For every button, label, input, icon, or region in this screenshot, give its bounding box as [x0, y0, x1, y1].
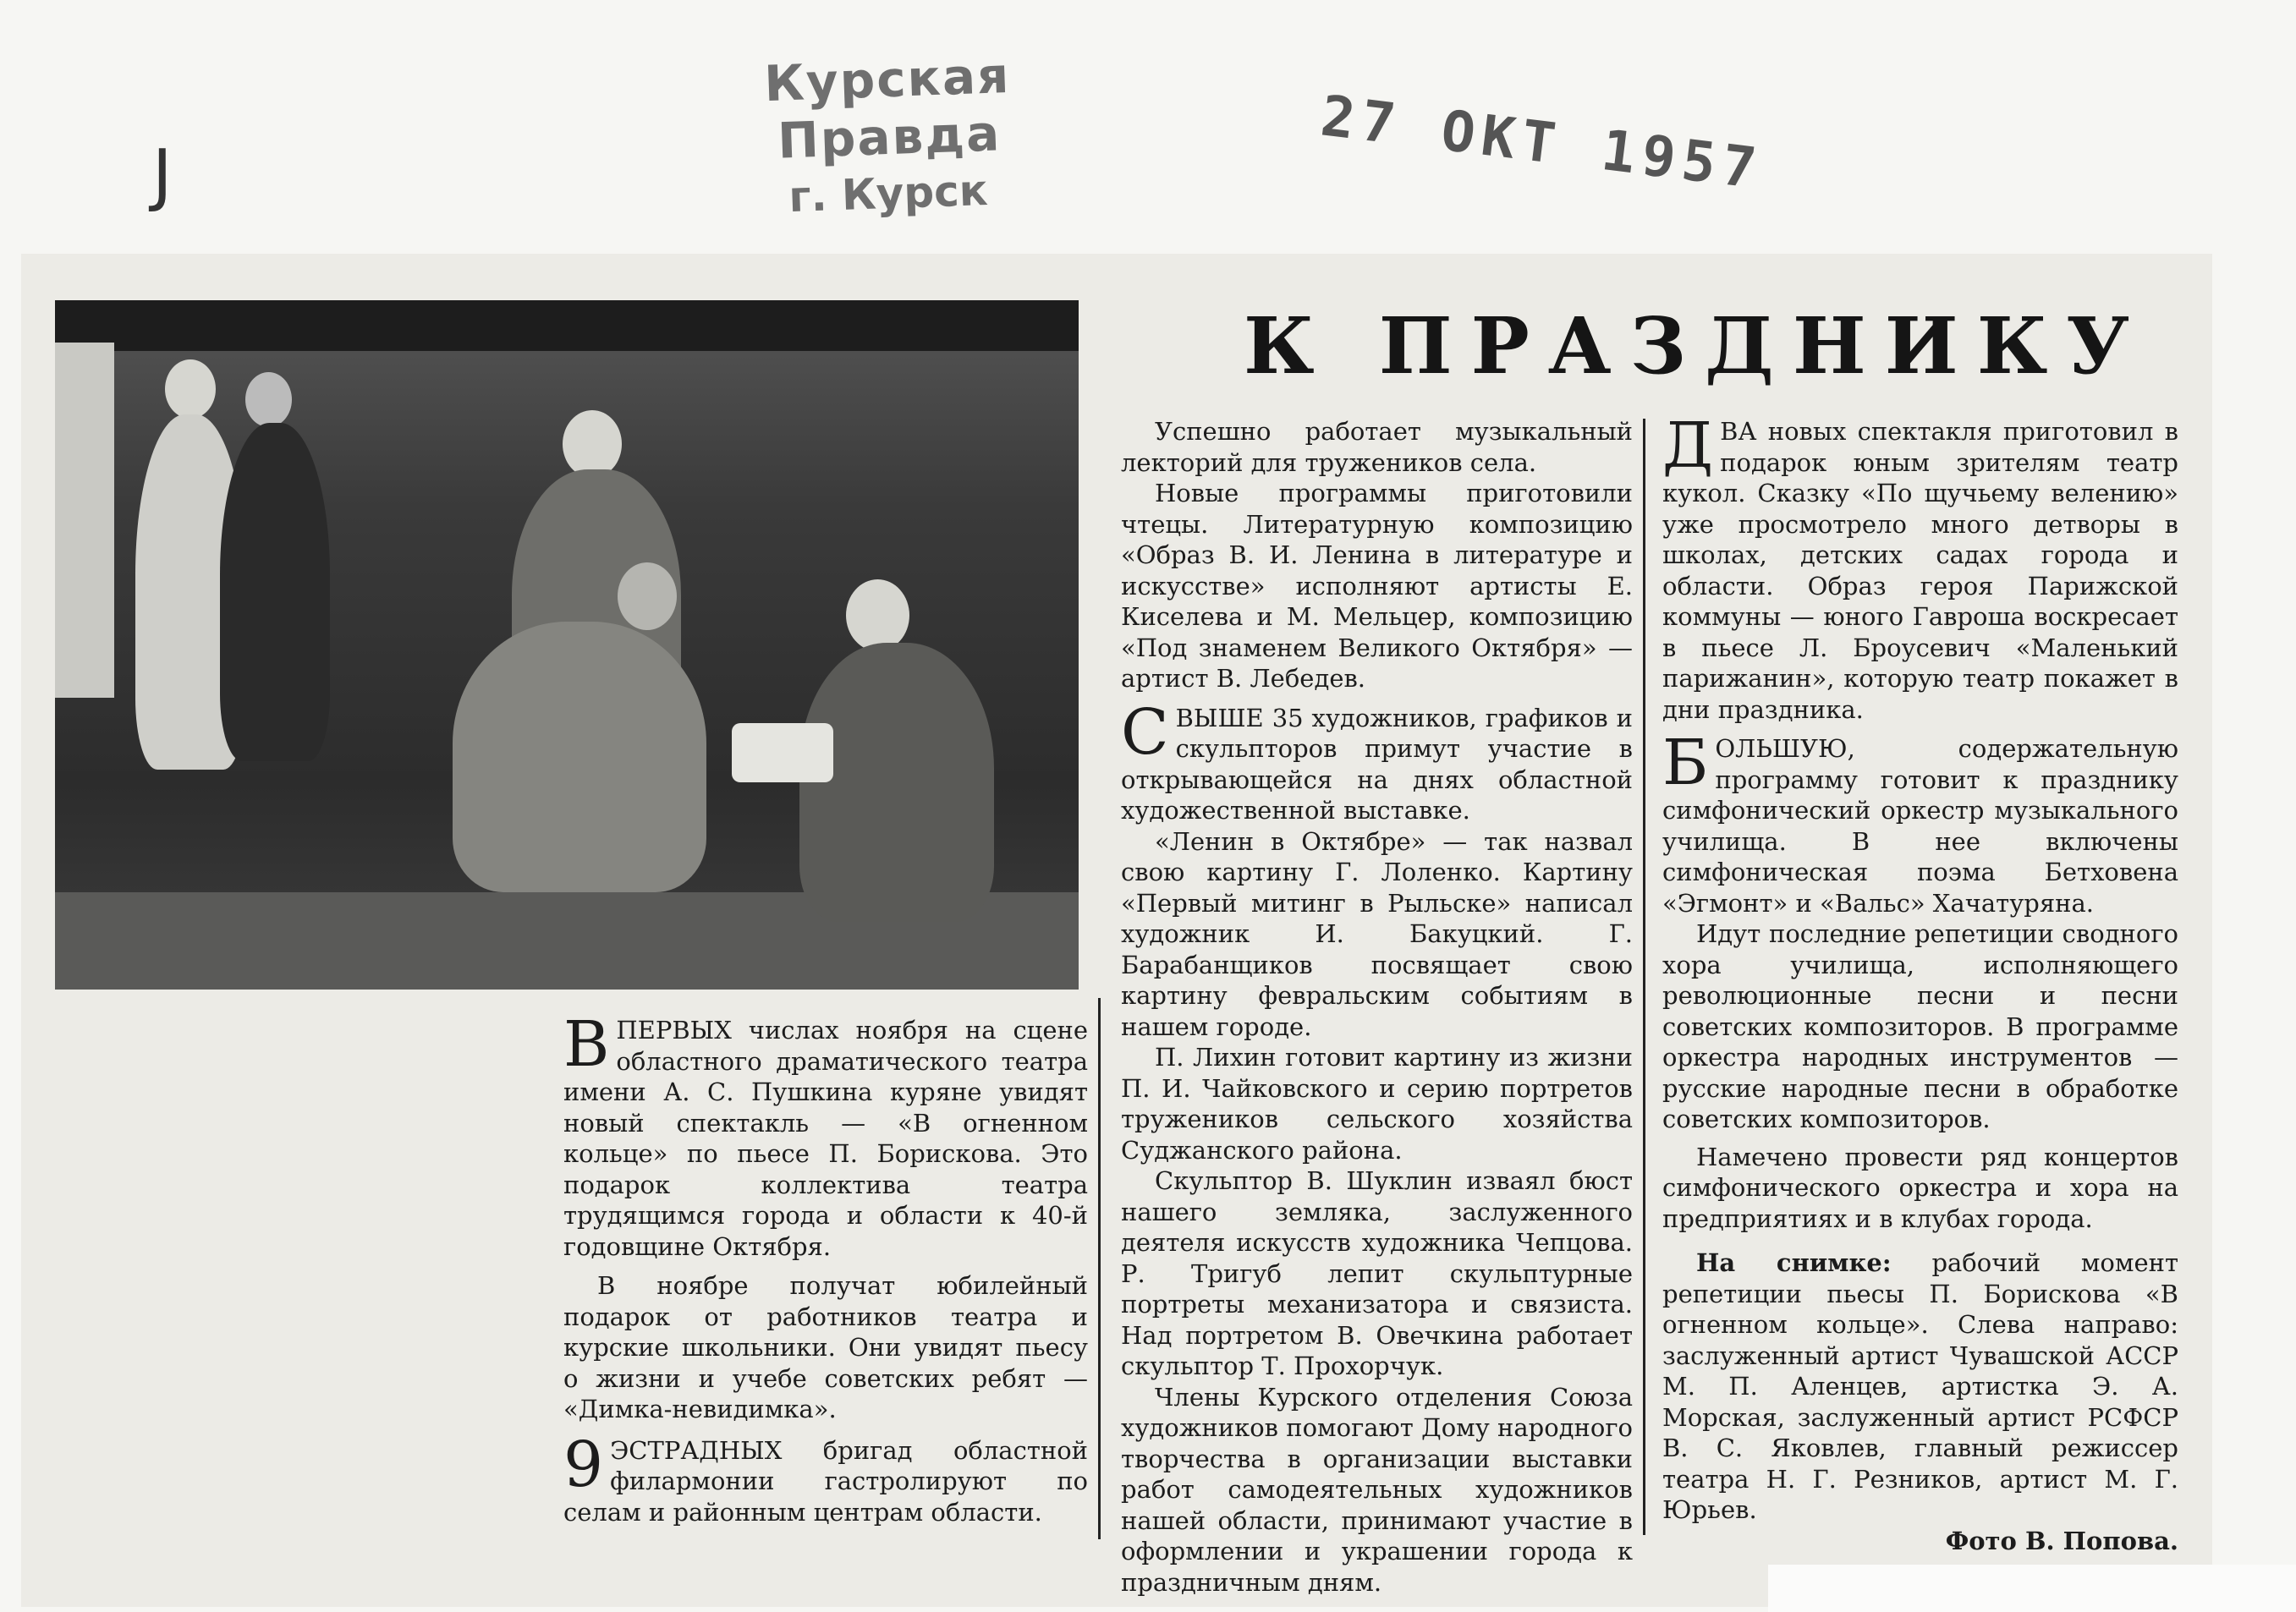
figure-head: [245, 372, 292, 427]
photo-papers: [732, 723, 833, 782]
article-headline: К ПРАЗДНИКУ: [1244, 300, 2149, 392]
date-stamp: 27 ОКТ 1957: [1317, 83, 1766, 202]
paragraph: Намечено провести ряд концертов симфонического оркестра и хора на предприятиях и в клубах города.: [1662, 1142, 2178, 1233]
paragraph: [1121, 695, 1633, 826]
rehearsal-photo: [55, 300, 1079, 990]
figure-head: [846, 579, 909, 651]
figure-head: [563, 410, 622, 478]
stamp-newspaper-name: Курская Правда: [763, 46, 1012, 170]
handwritten-mark: J: [152, 135, 173, 214]
drop-cap: С: [1121, 695, 1169, 769]
paper-edge: [1768, 1565, 2296, 1612]
figure-actor-2: [220, 423, 330, 761]
paragraph-text: ЭСТРАДНЫХ бригад областной филармонии гастролируют по селам и районным центрам области.: [563, 1435, 1088, 1527]
paragraph: Новые программы приготовили чтецы. Литературную композицию «Образ В. И. Ленина в литературе и искусстве» исполняют артисты Е. Киселева и М. Мельцер, композицию «Под знаменем Великого Октября» — артист В. Лебедев.: [1121, 479, 1633, 693]
paragraph: «Ленин в Октябре» — так назвал свою картину Г. Лоленко. Картину «Первый митинг в Рыльске» написал художник И. Бакуцкий. Г. Барабанщиков посвящает свою картину февральским событиям в нашем городе.: [1121, 826, 1633, 1041]
paragraph: Успешно работает музыкальный лекторий для тружеников села.: [1121, 417, 1633, 477]
paragraph-text: ВА новых спектакля приготовил в подарок юным зрителям театр кукол. Сказку «По щучьему велению» уже просмотрело много детворы в школах, детских садах города и области. Образ героя Парижской коммуны — юного Гавроша воскресает в пьесе Л. Броусевич «Маленький парижанин», которую театр покажет в дни праздника.: [1662, 417, 2178, 724]
paragraph-text: ПЕРВЫХ числах ноября на сцене областного драматического театра имени А. С. Пушкина куряне увидят новый спектакль — «В огненном кольце» по пьесе П. Борискова. Это подарок коллектива театра трудящимся города и области к 40-й годовщине Октября.: [563, 1016, 1088, 1261]
photo-credit: Фото В. Попова.: [1945, 1526, 2178, 1555]
paragraph: [1662, 409, 2178, 725]
paragraph: В ноябре получат юбилейный подарок от работников театра и курские школьники. Они увидят пьесу о жизни и учебе советских ребят — «Димка-невидимка».: [563, 1271, 1088, 1423]
drop-cap: Б: [1662, 726, 1709, 799]
stamp-city: г. Курск: [788, 165, 989, 222]
newspaper-stamp: [677, 46, 1100, 222]
paragraph-text: ОЛЬШУЮ, содержательную программу готовит к празднику симфонический оркестр музыкального училища. В нее включены симфоническая поэма Бетховена «Эгмонт» и «Вальс» Хачатуряна.: [1662, 734, 2178, 918]
photo-door: [55, 343, 114, 698]
photo-caption: [1662, 1247, 2178, 1526]
paragraph: П. Лихин готовит картину из жизни П. И. Чайковского и серию портретов тружеников сельского хозяйства Суджанского района.: [1121, 1043, 1633, 1165]
photo-backdrop: [55, 300, 1079, 351]
paragraph: [563, 1008, 1088, 1262]
figure-director: [453, 622, 706, 892]
paragraph: Члены Курского отделения Союза художников помогают Дому народного творчества в организации выставки работ самодеятельных художников нашей области, принимают участие в оформлении и украшении города к праздничным дням.: [1121, 1382, 1633, 1597]
figure-head: [165, 359, 216, 419]
figure-head: [618, 562, 677, 630]
caption-text: рабочий момент репетиции пьесы П. Борискова «В огненном кольце». Слева направо: заслуженный артист Чувашской АССР М. П. Аленцев, артистка Э. А. Морская, заслуженный артист РСФСР В. С. Яковлев, главный режиссер театра Н. Г. Резников, артист М. Г. Юрьев.: [1662, 1248, 2178, 1524]
drop-cap: В: [563, 1008, 610, 1081]
paragraph: Скульптор В. Шуклин изваял бюст нашего земляка, заслуженного деятеля искусств художника Чепцова. Р. Тригуб лепит скульптурные портреты механизатора и связиста. Над портретом В. Овечкина работает скульптор Т. Прохорчук.: [1121, 1166, 1633, 1380]
drop-cap: 9: [563, 1428, 604, 1501]
paragraph: Идут последние репетиции сводного хора училища, исполняющего революционные песни и песни советских композиторов. В программе оркестра народных инструментов — русские народные песни в обработке советских композиторов.: [1662, 919, 2178, 1133]
paragraph: [1662, 726, 2178, 918]
column-rule: [1098, 998, 1101, 1539]
right-column: [1662, 409, 2178, 1556]
left-column: [563, 1008, 1088, 1527]
paragraph: [563, 1428, 1088, 1528]
figure-actor-5: [799, 643, 994, 922]
middle-column: [1121, 416, 1633, 1598]
drop-cap: Д: [1662, 409, 1714, 482]
column-rule: [1643, 419, 1645, 1535]
caption-label: На снимке:: [1696, 1248, 1892, 1277]
paragraph-text: ВЫШЕ 35 художников, графиков и скульпторов примут участие в открывающейся на днях областной художественной выставке.: [1121, 703, 1633, 825]
